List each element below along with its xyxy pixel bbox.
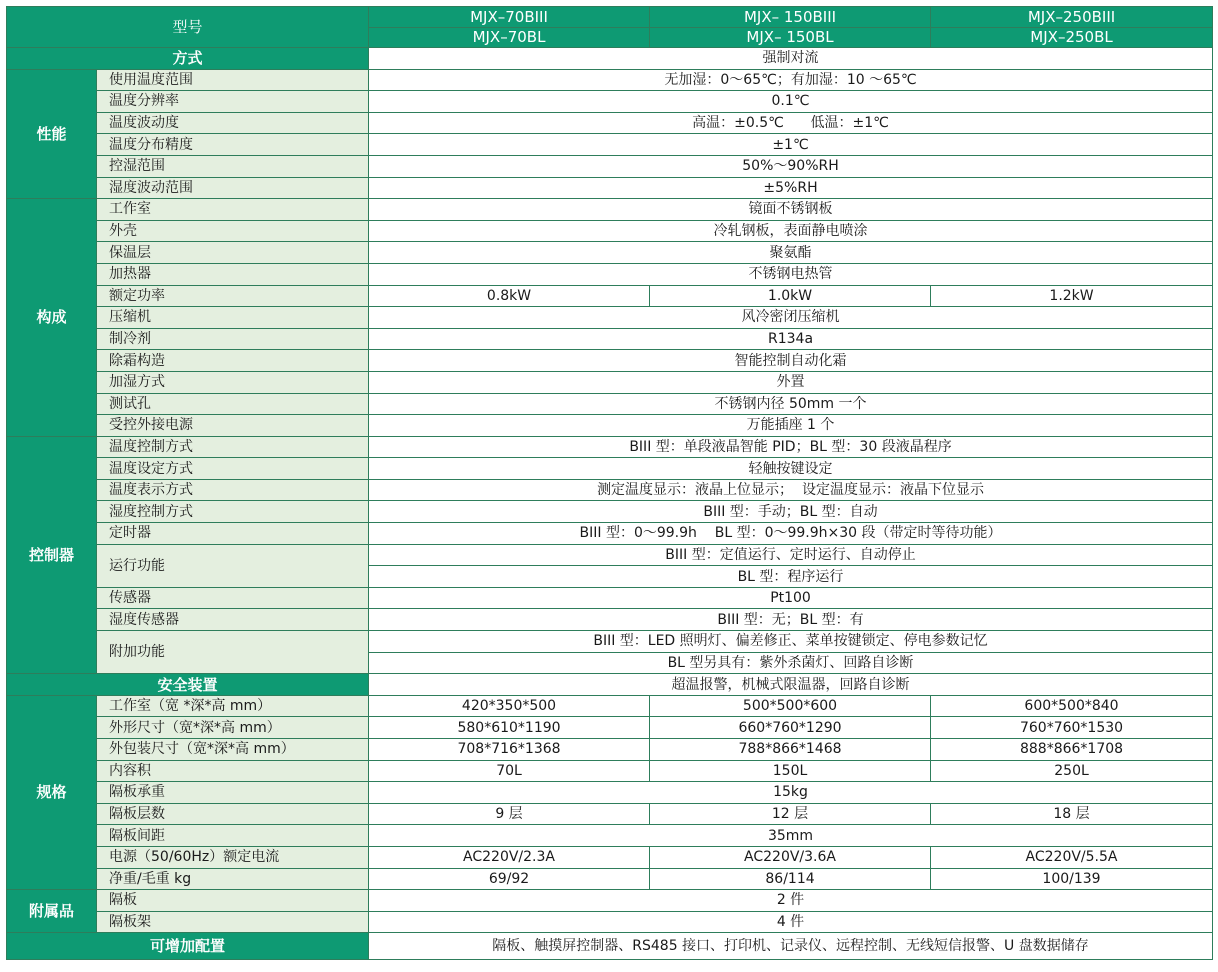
model-biii-150: MJX– 150BIII [650, 7, 931, 28]
row-label: 湿度控制方式 [97, 501, 369, 523]
table-row [7, 155, 1213, 177]
row-value: BL 型：程序运行 [369, 566, 1213, 588]
row-label: 内容积 [97, 760, 369, 782]
row-label: 使用温度范围 [97, 69, 369, 91]
row-value: 1.0kW [650, 285, 931, 307]
row-value: AC220V/2.3A [369, 846, 650, 868]
row-value: 500*500*600 [650, 695, 931, 717]
table-row [7, 782, 1213, 804]
row-value: 4 件 [369, 911, 1213, 933]
table-row [7, 415, 1213, 437]
model-bl-150: MJX– 150BL [650, 27, 931, 48]
row-label: 隔板间距 [97, 825, 369, 847]
row-value: 外置 [369, 371, 1213, 393]
row-value: 不锈钢电热管 [369, 263, 1213, 285]
row-label: 定时器 [97, 523, 369, 545]
row-value: 无加湿：0～65℃；有加湿：10 ～65℃ [369, 69, 1213, 91]
row-value: 420*350*500 [369, 695, 650, 717]
row-value: 万能插座 1 个 [369, 415, 1213, 437]
row-value: 镜面不锈钢板 [369, 199, 1213, 221]
row-value: 1.2kW [931, 285, 1213, 307]
row-label: 压缩机 [97, 307, 369, 329]
table-row [7, 609, 1213, 631]
row-label: 电源（50/60Hz）额定电流 [97, 846, 369, 868]
row-label: 工作室（宽 *深*高 mm） [97, 695, 369, 717]
row-label: 温度分布精度 [97, 134, 369, 156]
row-label: 受控外接电源 [97, 415, 369, 437]
row-label: 附加功能 [97, 631, 369, 674]
row-value: 风冷密闭压缩机 [369, 307, 1213, 329]
table-row [7, 911, 1213, 933]
row-label: 湿度波动范围 [97, 177, 369, 199]
table-row [7, 199, 1213, 221]
table-row [7, 134, 1213, 156]
row-value: 18 层 [931, 803, 1213, 825]
row-value: 69/92 [369, 868, 650, 890]
row-value: 0.1℃ [369, 91, 1213, 113]
table-row [7, 825, 1213, 847]
mode-row [7, 48, 1213, 70]
table-row [7, 177, 1213, 199]
row-value: 轻触按键设定 [369, 458, 1213, 480]
row-label: 工作室 [97, 199, 369, 221]
row-label: 外形尺寸（宽*深*高 mm） [97, 717, 369, 739]
mode-value: 强制对流 [369, 48, 1213, 70]
table-row [7, 803, 1213, 825]
category-accessories: 附属品 [7, 890, 97, 933]
row-value: 660*760*1290 [650, 717, 931, 739]
row-label: 温度表示方式 [97, 479, 369, 501]
table-row [7, 263, 1213, 285]
table-row [7, 760, 1213, 782]
row-value: 冷轧钢板，表面静电喷涂 [369, 220, 1213, 242]
row-label: 外包装尺寸（宽*深*高 mm） [97, 739, 369, 761]
row-value: 9 层 [369, 803, 650, 825]
table-row [7, 112, 1213, 134]
table-row [7, 523, 1213, 545]
row-value: 760*760*1530 [931, 717, 1213, 739]
table-row [7, 458, 1213, 480]
row-value: AC220V/3.6A [650, 846, 931, 868]
row-value: BIII 型：定值运行、定时运行、自动停止 [369, 544, 1213, 566]
row-label: 净重/毛重 kg [97, 868, 369, 890]
table-row [7, 739, 1213, 761]
row-value: 70L [369, 760, 650, 782]
row-label: 保温层 [97, 242, 369, 264]
table-row [7, 695, 1213, 717]
row-value: R134a [369, 328, 1213, 350]
table-row [7, 587, 1213, 609]
model-biii-250: MJX–250BIII [931, 7, 1213, 28]
row-label: 温度波动度 [97, 112, 369, 134]
row-value: Pt100 [369, 587, 1213, 609]
row-value: 0.8kW [369, 285, 650, 307]
row-value: 150L [650, 760, 931, 782]
row-label: 温度设定方式 [97, 458, 369, 480]
model-bl-70: MJX–70BL [369, 27, 650, 48]
row-value: 高温：±0.5℃ 低温：±1℃ [369, 112, 1213, 134]
row-value: 250L [931, 760, 1213, 782]
options-row [7, 933, 1213, 960]
table-row [7, 91, 1213, 113]
row-value: 2 件 [369, 890, 1213, 912]
table-row [7, 501, 1213, 523]
row-value: ±1℃ [369, 134, 1213, 156]
row-value: 12 层 [650, 803, 931, 825]
model-row-1 [7, 7, 1213, 28]
table-row [7, 220, 1213, 242]
table-row [7, 328, 1213, 350]
table-row [7, 69, 1213, 91]
table-row [7, 436, 1213, 458]
row-value: 86/114 [650, 868, 931, 890]
row-value: 智能控制自动化霜 [369, 350, 1213, 372]
row-label: 控湿范围 [97, 155, 369, 177]
row-value: AC220V/5.5A [931, 846, 1213, 868]
row-value: BIII 型：无；BL 型：有 [369, 609, 1213, 631]
row-label: 湿度传感器 [97, 609, 369, 631]
row-value: 600*500*840 [931, 695, 1213, 717]
row-value: 35mm [369, 825, 1213, 847]
table-row [7, 890, 1213, 912]
row-label: 测试孔 [97, 393, 369, 415]
table-row [7, 479, 1213, 501]
table-row [7, 393, 1213, 415]
row-label: 隔板架 [97, 911, 369, 933]
row-label: 外壳 [97, 220, 369, 242]
row-label: 温度控制方式 [97, 436, 369, 458]
row-label: 隔板层数 [97, 803, 369, 825]
row-label: 传感器 [97, 587, 369, 609]
row-value: BIII 型：LED 照明灯、偏差修正、菜单按键锁定、停电参数记忆 [369, 631, 1213, 653]
safety-value: 超温报警，机械式限温器，回路自诊断 [369, 674, 1213, 696]
row-value: 15kg [369, 782, 1213, 804]
spec-table [6, 6, 1213, 960]
model-biii-70: MJX–70BIII [369, 7, 650, 28]
table-row [7, 631, 1213, 653]
model-label: 型号 [7, 7, 369, 48]
row-value: BIII 型：0～99.9h BL 型：0～99.9h×30 段（带定时等待功能） [369, 523, 1213, 545]
row-label: 加热器 [97, 263, 369, 285]
row-label: 加湿方式 [97, 371, 369, 393]
row-value: 788*866*1468 [650, 739, 931, 761]
row-value: 不锈钢内径 50mm 一个 [369, 393, 1213, 415]
table-row [7, 544, 1213, 566]
row-label: 除霜构造 [97, 350, 369, 372]
category-performance: 性能 [7, 69, 97, 199]
row-value: ±5%RH [369, 177, 1213, 199]
row-value: 708*716*1368 [369, 739, 650, 761]
table-row [7, 285, 1213, 307]
options-label: 可增加配置 [7, 933, 369, 960]
row-value: BL 型另具有：紫外杀菌灯、回路自诊断 [369, 652, 1213, 674]
row-label: 隔板承重 [97, 782, 369, 804]
row-value: 888*866*1708 [931, 739, 1213, 761]
row-value: 100/139 [931, 868, 1213, 890]
table-row [7, 350, 1213, 372]
category-specs: 规格 [7, 695, 97, 889]
safety-label: 安全装置 [7, 674, 369, 696]
row-value: BIII 型：手动；BL 型：自动 [369, 501, 1213, 523]
row-label: 温度分辨率 [97, 91, 369, 113]
row-label: 运行功能 [97, 544, 369, 587]
row-label: 额定功率 [97, 285, 369, 307]
table-row [7, 868, 1213, 890]
category-controller: 控制器 [7, 436, 97, 674]
row-label: 制冷剂 [97, 328, 369, 350]
options-value: 隔板、触摸屏控制器、RS485 接口、打印机、记录仪、远程控制、无线短信报警、U 盘数据储存 [369, 933, 1213, 960]
mode-label: 方式 [7, 48, 369, 70]
row-value: 580*610*1190 [369, 717, 650, 739]
row-value: 50%～90%RH [369, 155, 1213, 177]
table-row [7, 846, 1213, 868]
row-value: 测定温度显示：液晶上位显示； 设定温度显示：液晶下位显示 [369, 479, 1213, 501]
table-row [7, 242, 1213, 264]
row-value: 聚氨酯 [369, 242, 1213, 264]
table-row [7, 371, 1213, 393]
row-value: BIII 型：单段液晶智能 PID；BL 型：30 段液晶程序 [369, 436, 1213, 458]
safety-row [7, 674, 1213, 696]
category-construction: 构成 [7, 199, 97, 437]
table-row [7, 717, 1213, 739]
table-row [7, 307, 1213, 329]
row-label: 隔板 [97, 890, 369, 912]
model-bl-250: MJX–250BL [931, 27, 1213, 48]
